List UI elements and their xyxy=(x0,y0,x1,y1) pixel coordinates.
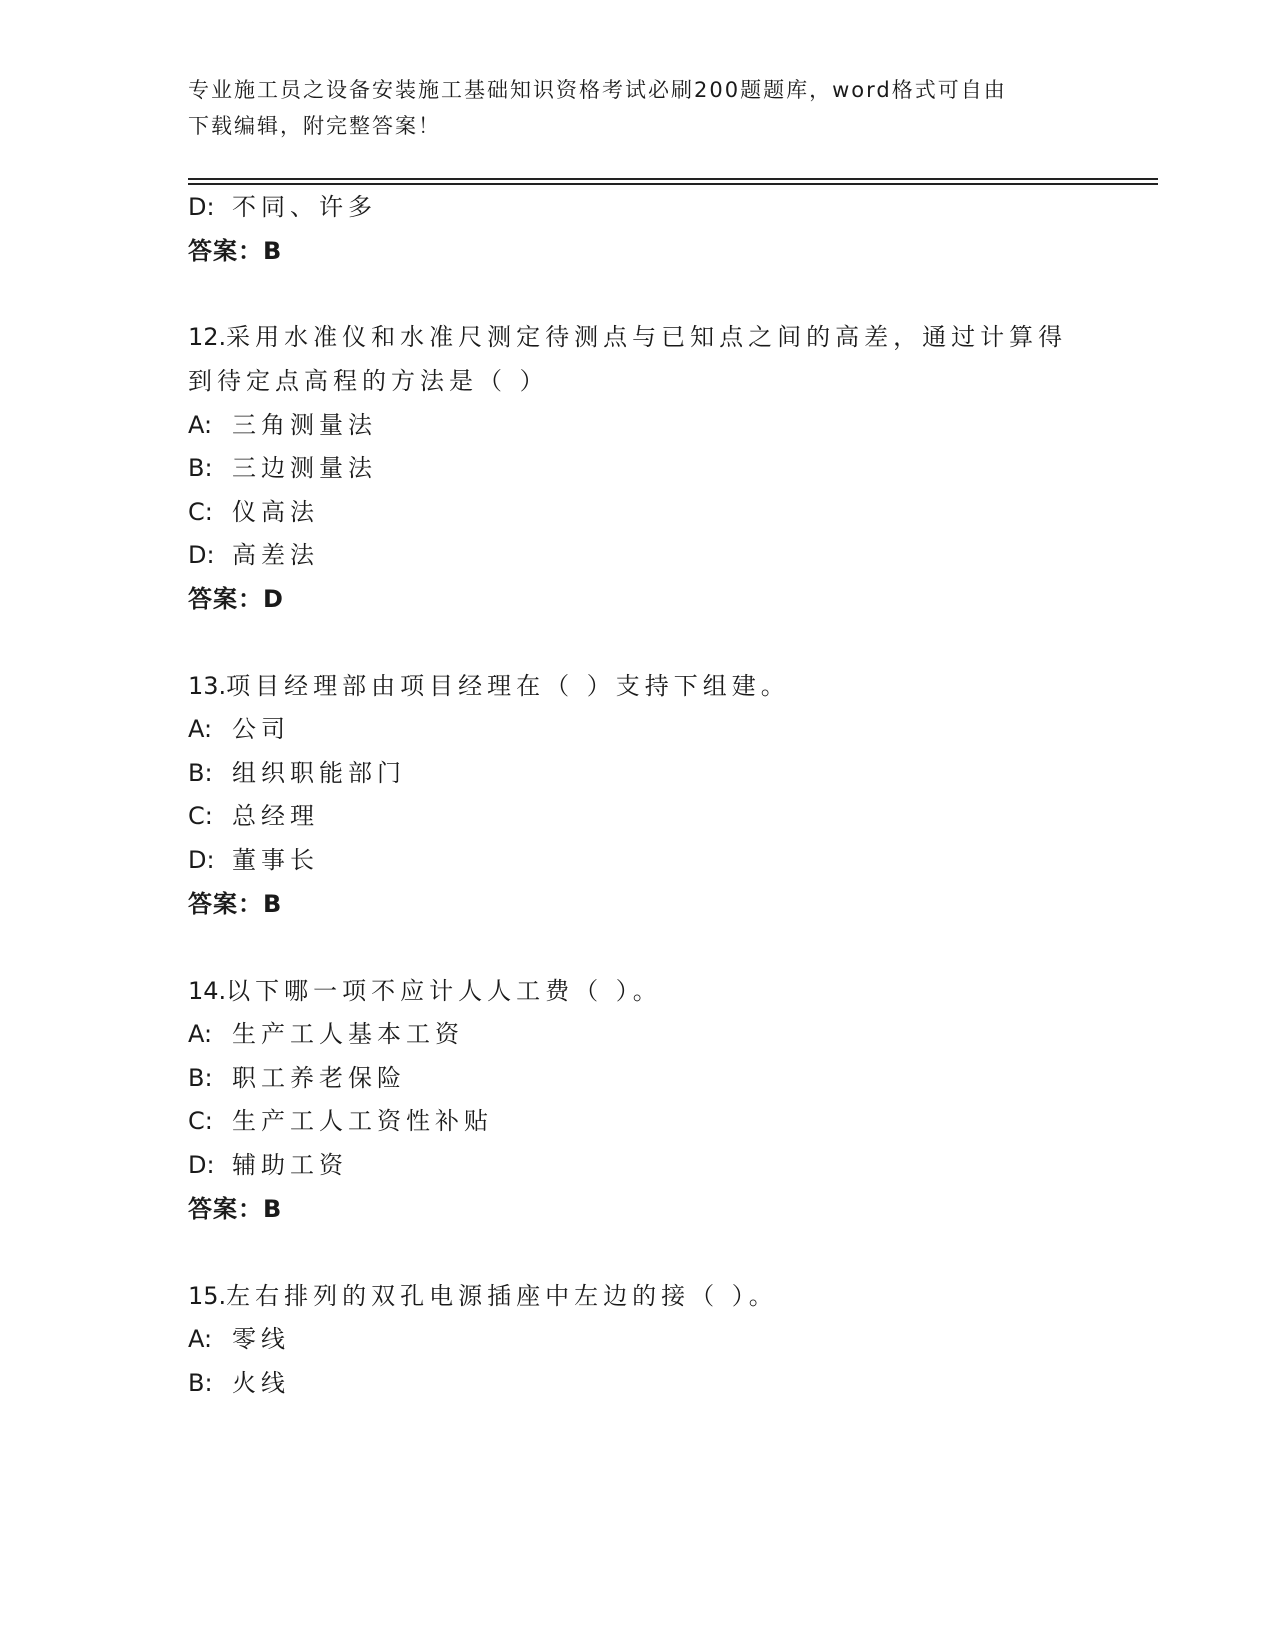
option-label: D: xyxy=(188,541,215,569)
option-label: A: xyxy=(188,1020,213,1048)
option-label: D: xyxy=(188,193,215,221)
option-text: 辅助工资 xyxy=(232,1151,348,1179)
option-text: 高差法 xyxy=(232,541,319,569)
question-text: 项目经理部由项目经理在（ ）支持下组建。 xyxy=(226,672,790,700)
question-number: 14. xyxy=(188,977,227,1005)
q15-option-b xyxy=(188,1366,290,1400)
q14-answer: 答案：B xyxy=(188,1195,283,1223)
q14-option-d xyxy=(188,1148,348,1182)
option-text: 仪高法 xyxy=(232,498,319,526)
option-label: A: xyxy=(188,715,213,743)
q13-answer: 答案：B xyxy=(188,890,283,918)
option-label: B: xyxy=(188,1369,213,1397)
q12-stem-line-2: 到待定点高程的方法是（ ） xyxy=(188,367,549,395)
option-label: D: xyxy=(188,846,215,874)
option-text: 董事长 xyxy=(232,846,319,874)
q12-option-b xyxy=(188,451,377,485)
option-label: D: xyxy=(188,1151,215,1179)
q14-option-a xyxy=(188,1017,464,1051)
question-text: 采用水准仪和水准尺测定待测点与已知点之间的高差，通过计算得 xyxy=(226,323,1068,351)
option-text: 火线 xyxy=(232,1369,290,1397)
question-number: 15. xyxy=(188,1282,227,1310)
option-text: 零线 xyxy=(232,1325,290,1353)
q14-option-c xyxy=(188,1104,493,1138)
question-number: 13. xyxy=(188,672,227,700)
header-line-2: 下载编辑，附完整答案！ xyxy=(188,114,441,138)
q15-stem xyxy=(188,1279,778,1313)
header-divider-top xyxy=(188,178,1158,180)
q12-stem-line-1 xyxy=(188,320,1067,354)
header-divider-bottom xyxy=(188,183,1158,185)
q12-option-c xyxy=(188,495,319,529)
option-label: B: xyxy=(188,1064,213,1092)
q11-answer: 答案：B xyxy=(188,237,283,265)
option-text: 组织职能部门 xyxy=(232,759,406,787)
q13-option-a xyxy=(188,712,290,746)
q13-option-d xyxy=(188,843,319,877)
question-text: 以下哪一项不应计人人工费（ ）。 xyxy=(226,977,662,1005)
q12-answer: 答案：D xyxy=(188,585,284,613)
q13-option-c xyxy=(188,799,319,833)
q13-option-b xyxy=(188,756,406,790)
option-label: A: xyxy=(188,1325,213,1353)
option-label: A: xyxy=(188,411,213,439)
option-label: C: xyxy=(188,498,213,526)
option-text: 三边测量法 xyxy=(232,454,377,482)
q14-stem xyxy=(188,974,662,1008)
question-number: 12. xyxy=(188,323,227,351)
q11-option-d xyxy=(188,190,377,224)
q12-option-d xyxy=(188,538,319,572)
q14-option-b xyxy=(188,1061,406,1095)
option-label: C: xyxy=(188,802,213,830)
option-text: 三角测量法 xyxy=(232,411,377,439)
option-label: C: xyxy=(188,1107,213,1135)
header-line-1: 专业施工员之设备安装施工基础知识资格考试必刷200题题库，word格式可自由 xyxy=(188,78,1007,102)
option-text: 生产工人基本工资 xyxy=(232,1020,464,1048)
option-text: 公司 xyxy=(232,715,290,743)
option-label: B: xyxy=(188,454,213,482)
q15-option-a xyxy=(188,1322,290,1356)
document-header xyxy=(188,72,1068,144)
option-text: 生产工人工资性补贴 xyxy=(232,1107,493,1135)
option-text: 不同、许多 xyxy=(232,193,377,221)
q13-stem xyxy=(188,669,790,703)
option-text: 职工养老保险 xyxy=(232,1064,406,1092)
option-label: B: xyxy=(188,759,213,787)
option-text: 总经理 xyxy=(232,802,319,830)
q12-option-a xyxy=(188,408,377,442)
question-text: 左右排列的双孔电源插座中左边的接（ ）。 xyxy=(226,1282,778,1310)
